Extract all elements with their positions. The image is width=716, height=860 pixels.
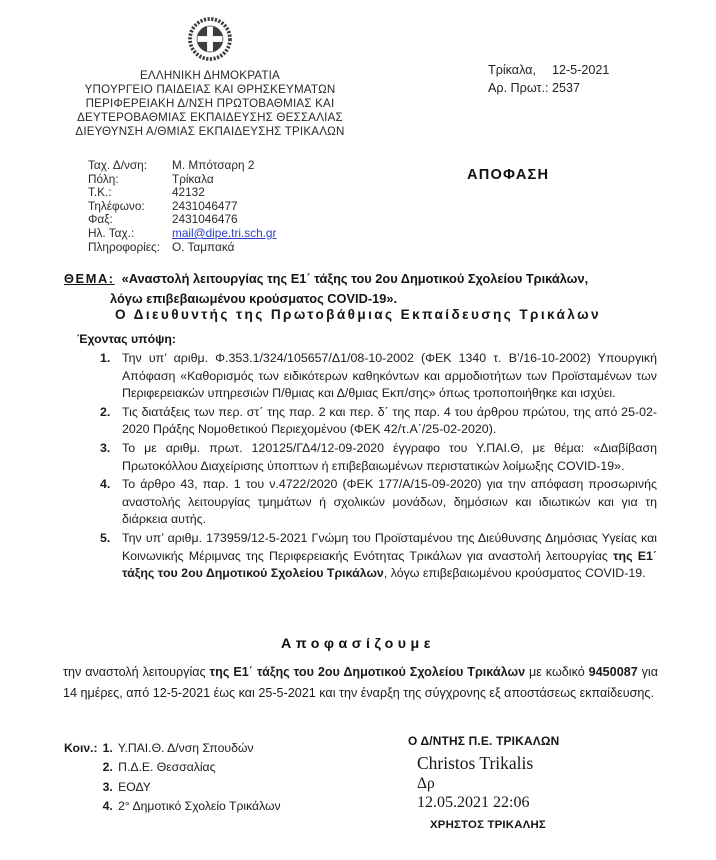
recipient-item: 4. 2° Δημοτικό Σχολείο Τρικάλων [102, 799, 281, 814]
consideration-text: Την υπ’ αριθμ. Φ.353.1/324/105657/Δ1/08-10-2002 (ΦΕΚ 1340 τ. Β’/16-10-2002) Υπουργική Απόφαση «Καθορισμός των ειδικότερων καθηκόντων και αρμοδιοτήτων των Προϊσταμένων των Περιφερειακών υπηρεσιών Π/θμιας και Δ/θμιας Εκπ/σης» όπως τροποποιήθηκε και ισχύει. [122, 351, 657, 401]
consideration-number: 2. [100, 404, 111, 419]
consideration-text: Το με αριθμ. πρωτ. 120125/ΓΔ4/12-09-2020 έγγραφο του Υ.ΠΑΙ.Θ, με θέμα: «Διαβίβαση Πρωτοκόλλου Διαχείρισης ύποπτων ή επιβεβαιωμένων περιστατικών λοίμωξης COVID-19». [122, 440, 657, 473]
email-link[interactable]: mail@dipe.tri.sch.gr [172, 225, 277, 240]
contact-label: Πληροφορίες: [88, 239, 161, 254]
consideration-item [100, 404, 657, 439]
agency-header-line: ΠΕΡΙΦΕΡΕΙΑΚΗ Δ/ΝΣΗ ΠΡΩΤΟΒΑΘΜΙΑΣ ΚΑΙ [85, 96, 335, 110]
subject-label: ΘΕΜΑ: [64, 271, 115, 286]
contact-row [88, 213, 368, 227]
recipient-item: 2. Π.Δ.Ε. Θεσσαλίας [102, 760, 216, 775]
consideration-item [100, 440, 657, 475]
recipient-item: 3. ΕΟΔΥ [102, 779, 151, 794]
recipients-list [103, 739, 281, 817]
recipients-block [64, 739, 281, 817]
consideration-text: Την υπ’ αριθμ. 173959/12-5-2021 Γνώμη του Προϊσταμένου της Διεύθυνσης Δημόσιας Υγείας και Κοινωνικής Μέριμνας της Περιφερειακής Ενότητας Τρικάλων για αναστολή λειτουργίας της Ε1΄ τάξης του 2ου Δημοτικού Σχολείου Τρικάλων, λόγω επιβεβαιωμένου κρούσματος COVID-19. [122, 530, 657, 581]
authority-heading: Ο Διευθυντής της Πρωτοβάθμιας Εκπαίδευσης Τρικάλων [115, 307, 601, 322]
contact-row [88, 227, 368, 241]
contact-label: Τηλέφωνο: [88, 198, 145, 213]
subject-line2: λόγω επιβεβαιωμένου κρούσματος COVID-19». [110, 290, 397, 306]
digital-signature-name: Christos Trikalis [417, 753, 534, 773]
agency-header-lines [38, 69, 382, 139]
contact-value: Τρίκαλα [172, 171, 214, 186]
meta-block [488, 62, 609, 97]
subject-block [64, 269, 658, 308]
digital-signature-datetime: 12.05.2021 22:06 [417, 794, 530, 811]
agency-header-line: ΔΕΥΤΕΡΟΒΑΘΜΙΑΣ ΕΚΠΑΙΔΕΥΣΗΣ ΘΕΣΣΑΛΙΑΣ [77, 110, 343, 124]
consideration-item [100, 530, 657, 583]
recipients-label: Κοιν.: [64, 741, 98, 755]
place: Τρίκαλα, [488, 63, 536, 77]
consideration-text: Τις διατάξεις των περ. στ΄ της παρ. 2 και περ. δ΄ της παρ. 4 του άρθρου πρώτου, της από 25-02-2020 Πράξης Νομοθετικού Περιεχομένου (ΦΕΚ 42/τ.Α΄/25-02-2020). [122, 404, 657, 437]
consideration-item [100, 350, 657, 403]
contact-row [88, 159, 368, 173]
agency-header-line: ΕΛΛΗΝΙΚΗ ΔΗΜΟΚΡΑΤΙΑ [140, 69, 280, 82]
contact-row [88, 186, 368, 200]
subject-line1: «Αναστολή λειτουργίας της Ε1΄ τάξης του 2ου Δημοτικού Σχολείου Τρικάλων, [121, 271, 589, 286]
signature-block [408, 734, 559, 831]
agency-header [38, 14, 382, 139]
date: 12-5-2021 [551, 63, 610, 77]
contact-row [88, 241, 368, 255]
contact-row [88, 200, 368, 214]
contact-label: Τ.Κ.: [88, 185, 112, 200]
contact-value: 2431046477 [172, 198, 238, 213]
decision-paragraph: την αναστολή λειτουργίας της Ε1΄ τάξης του 2ου Δημοτικού Σχολείου Τρικάλων με κωδικό 9450087 για 14 ημέρες, από 12-5-2021 έως και 25-5-2021 και την έναρξη της σύγχρονης εξ αποστάσεως εκπαίδευσης. [63, 665, 659, 700]
contact-value: Μ. Μπότσαρη 2 [172, 158, 255, 172]
consideration-number: 3. [100, 440, 111, 455]
consideration-number: 4. [100, 477, 111, 492]
having-regard-label: Έχοντας υπόψη: [77, 332, 176, 346]
digital-signature-degree: Δρ [417, 775, 435, 792]
recipient-item: 1. Υ.ΠΑΙ.Θ. Δ/νση Σπουδών [102, 741, 254, 755]
contact-block [88, 159, 368, 254]
contact-row [88, 173, 368, 187]
contact-value: 42132 [172, 185, 205, 200]
contact-label: Πόλη: [88, 171, 119, 186]
contact-label: Φαξ: [88, 212, 113, 227]
consideration-number: 5. [100, 530, 111, 545]
contact-value: 2431046476 [172, 212, 238, 227]
decide-heading: Αποφασίζουμε [281, 636, 435, 652]
consideration-text: Το άρθρο 43, παρ. 1 του ν.4722/2020 (ΦΕΚ 177/Α/15-09-2020) για την απόφαση προσωρινής αναστολής λειτουργίας τμημάτων ή σχολικών μονάδων, δημόσιων και ιδιωτικών και για τη διάρκεια αυτής. [122, 477, 657, 527]
protocol-number: Αρ. Πρωτ.: 2537 [488, 80, 580, 95]
signer-title: Ο Δ/ΝΤΗΣ Π.Ε. ΤΡΙΚΑΛΩΝ [408, 734, 560, 748]
considerations-list [100, 350, 657, 584]
consideration-number: 1. [100, 351, 111, 365]
contact-value: Ο. Ταμπακά [172, 239, 235, 254]
agency-header-line: ΔΙΕΥΘΥΝΣΗ Α/ΘΜΙΑΣ ΕΚΠΑΙΔΕΥΣΗΣ ΤΡΙΚΑΛΩΝ [75, 124, 345, 138]
signer-printed-name: ΧΡΗΣΤΟΣ ΤΡΙΚΑΛΗΣ [430, 819, 546, 831]
decision-title: ΑΠΟΦΑΣΗ [467, 167, 550, 183]
contact-label: Ταχ. Δ/νση: [88, 158, 148, 172]
agency-header-line: ΥΠΟΥΡΓΕΙΟ ΠΑΙΔΕΙΑΣ ΚΑΙ ΘΡΗΣΚΕΥΜΑΤΩΝ [84, 82, 336, 96]
consideration-item [100, 476, 657, 529]
contact-label: Ηλ. Ταχ.: [88, 225, 135, 240]
place-date-row [488, 62, 609, 80]
greek-coat-of-arms-icon [185, 14, 235, 64]
